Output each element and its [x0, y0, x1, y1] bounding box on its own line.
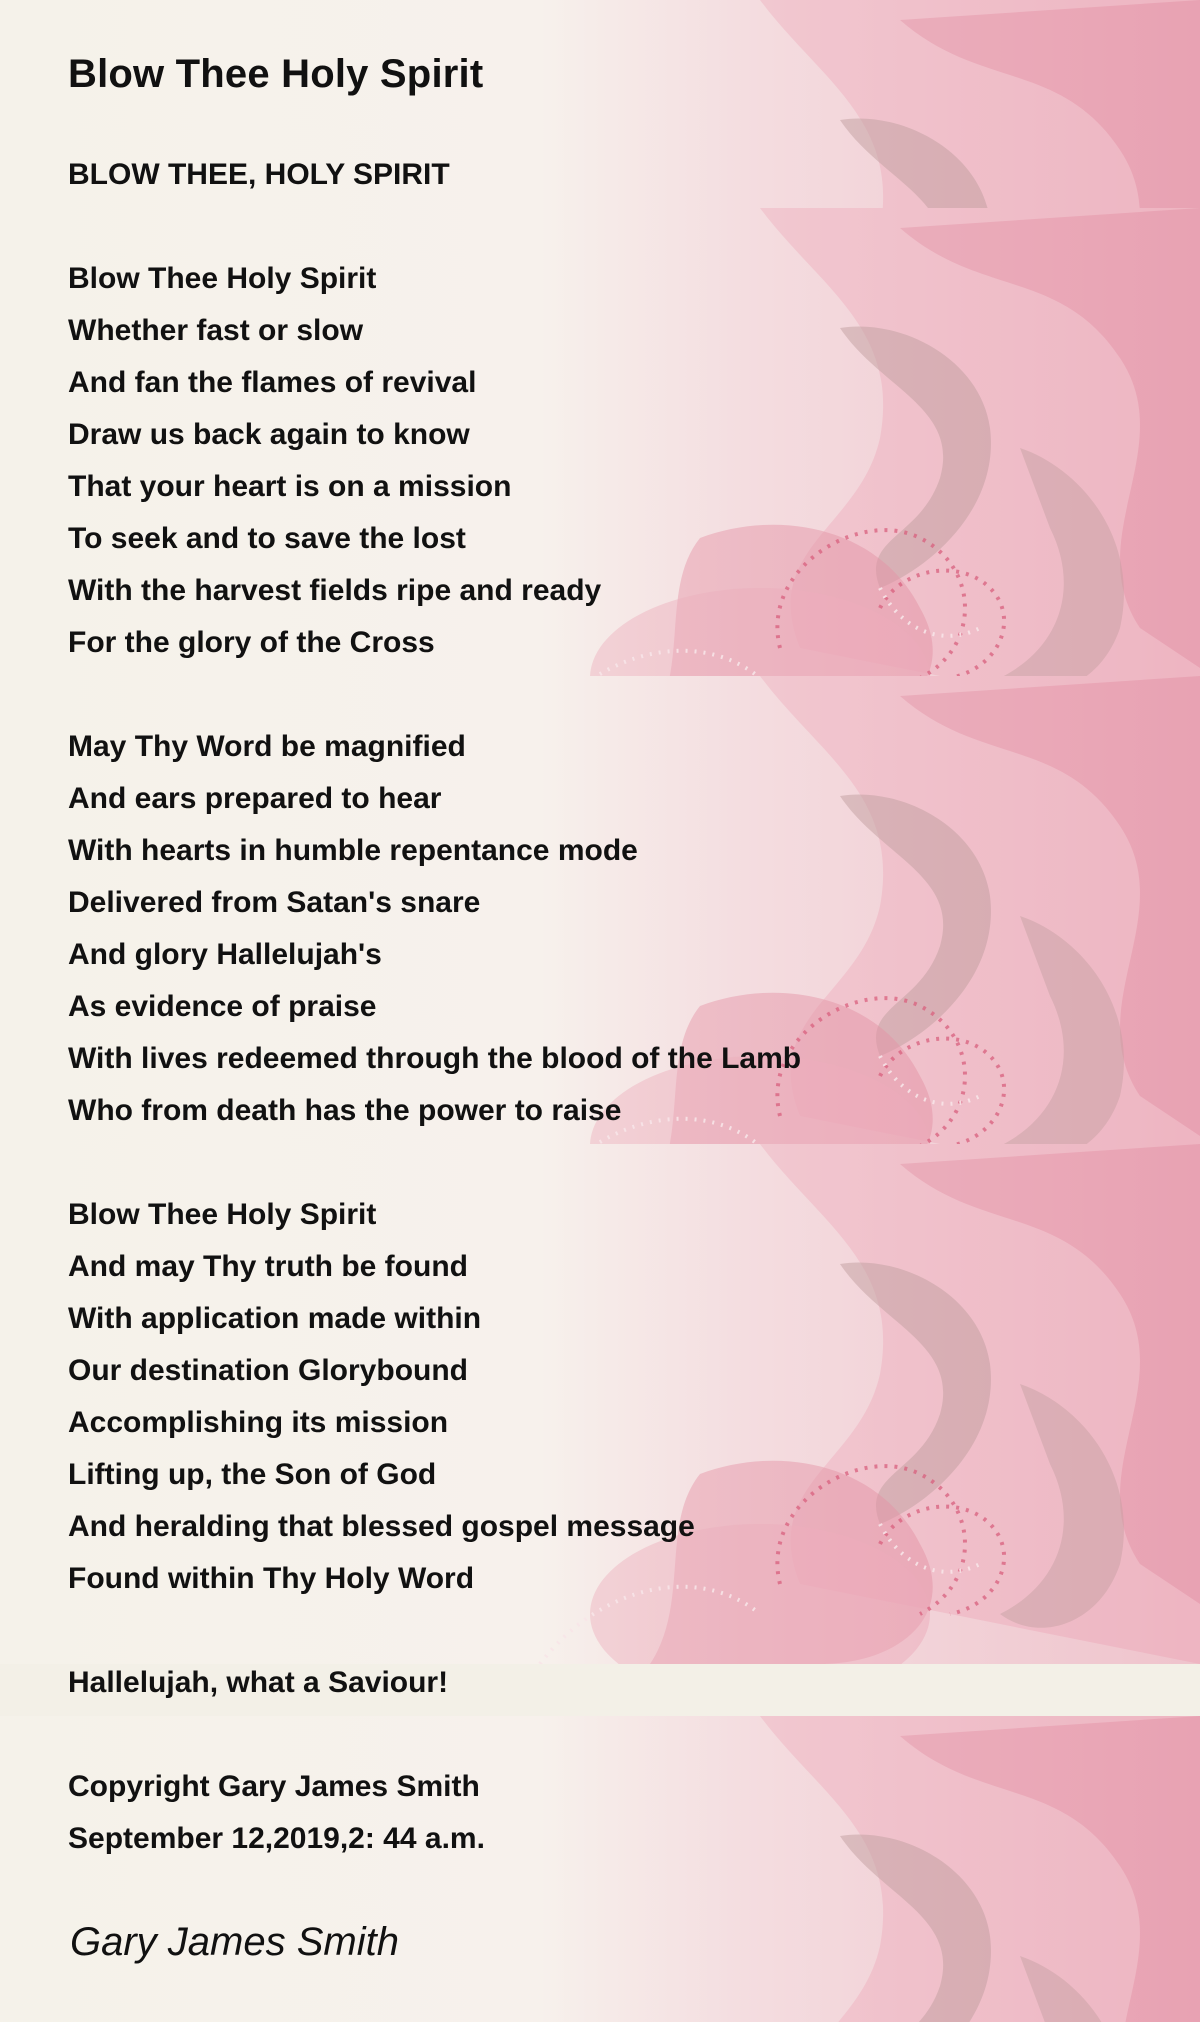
poem-line: With the harvest fields ripe and ready [68, 574, 602, 607]
date-line: September 12,2019,2: 44 a.m. [68, 1822, 485, 1855]
poem-line: Draw us back again to know [68, 418, 470, 451]
poem-closing-line: Hallelujah, what a Saviour! [68, 1666, 449, 1699]
poem-subtitle: BLOW THEE, HOLY SPIRIT [68, 158, 450, 191]
poem-line: Whether fast or slow [68, 314, 364, 347]
poem-line: May Thy Word be magnified [68, 730, 466, 763]
poem-line: With hearts in humble repentance mode [68, 834, 638, 867]
poem-line: Our destination Glorybound [68, 1354, 468, 1387]
poem-line: Delivered from Satan's snare [68, 886, 481, 919]
poem-line: Accomplishing its mission [68, 1406, 449, 1439]
poem-line: And glory Hallelujah's [68, 938, 382, 971]
poem-line: And ears prepared to hear [68, 782, 442, 815]
poem-line: For the glory of the Cross [68, 626, 435, 659]
poem-line: With application made within [68, 1302, 482, 1335]
poem-line: Lifting up, the Son of God [68, 1458, 437, 1491]
author-signature: Gary James Smith [70, 1920, 399, 1964]
poem-line: And may Thy truth be found [68, 1250, 468, 1283]
poem-line: As evidence of praise [68, 990, 377, 1023]
poem-line: That your heart is on a mission [68, 470, 512, 503]
copyright-line: Copyright Gary James Smith [68, 1770, 480, 1803]
poem-line: With lives redeemed through the blood of the Lamb [68, 1042, 802, 1075]
poem-line: And heralding that blessed gospel message [68, 1510, 695, 1543]
poem-line: To seek and to save the lost [68, 522, 466, 555]
poem-line: And fan the flames of revival [68, 366, 477, 399]
poem-line: Blow Thee Holy Spirit [68, 262, 377, 295]
poem-line: Found within Thy Holy Word [68, 1562, 475, 1595]
poem-line: Blow Thee Holy Spirit [68, 1198, 377, 1231]
poem-line: Who from death has the power to raise [68, 1094, 622, 1127]
poem-title: Blow Thee Holy Spirit [68, 52, 484, 96]
